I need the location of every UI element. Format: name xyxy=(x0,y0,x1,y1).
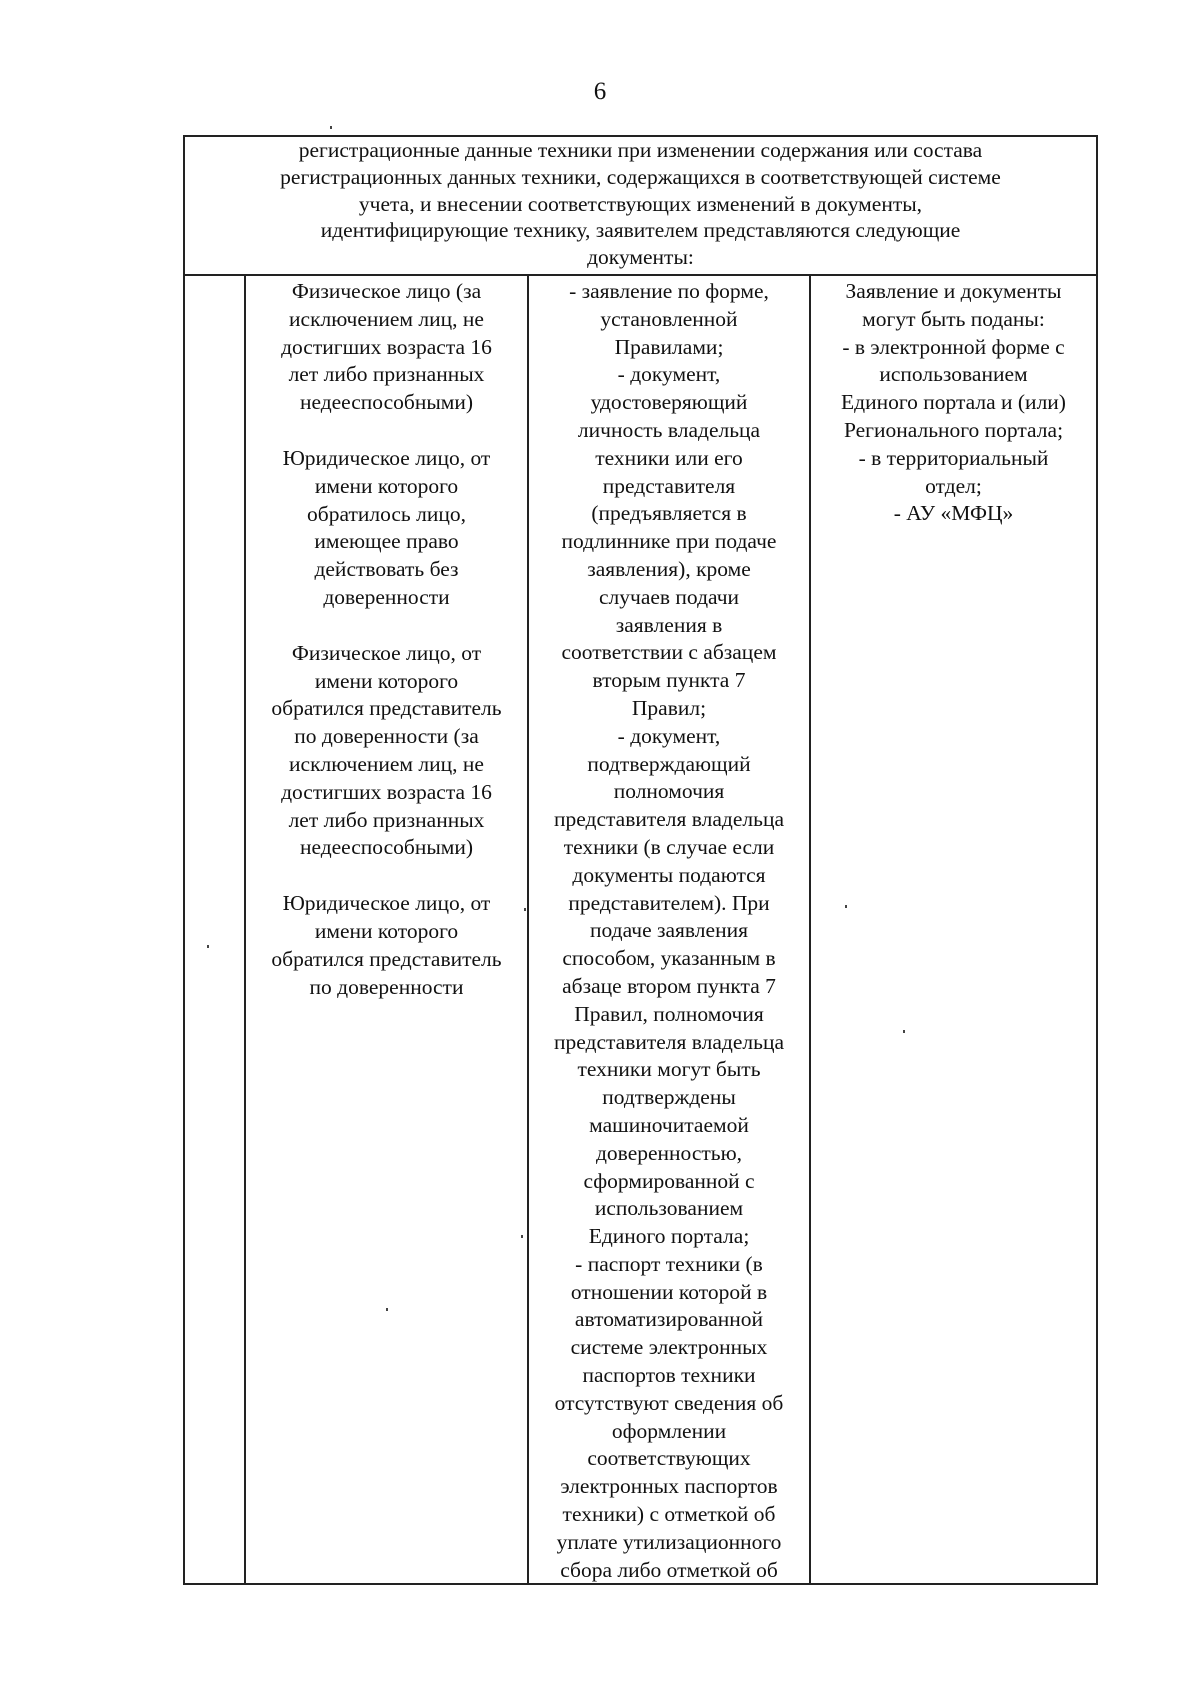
applicant-item: Физическое лицо, от имени которого обратился представитель по доверенности (за исключением лиц, не достигших возраста 16 лет либо признанных недееспособными) xyxy=(271,640,502,860)
applicants-cell xyxy=(246,276,529,1583)
documents-cell: - заявление по форме, установленной Правилами; - документ, удостоверяющий личность владельца техники или его представителя (предъявляется в подлиннике при подаче заявления), кроме случаев подачи заявления в соответствии с абзацем вторым пункта 7 Правил; - документ, подтверждающий полномочия представителя владельца техники (в случае если документы подаются представителем). При подаче заявления способом, указанным в абзаце втором пункта 7 Правил, полномочия представителя владельца техники могут быть подтверждены машиночитаемой доверенностью, сформированной с использованием Единого портала; - паспорт техники (в отношении которой в автоматизированной системе электронных паспортов техники отсутствуют сведения об оформлении соответствующих электронных паспортов техники) с отметкой об уплате утилизационного сбора либо отметкой об xyxy=(529,276,811,1583)
services-table xyxy=(183,135,1098,1585)
applicant-item: Юридическое лицо, от имени которого обратился представитель по доверенности xyxy=(271,891,502,999)
scan-speck xyxy=(845,905,847,908)
applicant-item: Юридическое лицо, от имени которого обратилось лицо, имеющее право действовать без доверенности xyxy=(282,445,491,609)
scan-speck xyxy=(524,908,526,911)
submission-methods-cell: Заявление и документы могут быть поданы: - в электронной форме с использованием Единого портала и (или) Регионального портала; - в территориальный отдел; - АУ «МФЦ» xyxy=(841,279,1066,526)
scan-speck xyxy=(521,1235,523,1238)
scan-speck xyxy=(386,1308,388,1311)
scan-speck xyxy=(330,126,332,129)
scan-speck xyxy=(903,1030,905,1033)
table-index-cell xyxy=(185,276,246,1583)
table-row xyxy=(185,276,1096,1583)
scan-speck xyxy=(207,945,209,948)
page-number: 6 xyxy=(593,78,607,105)
table-header-cell: регистрационные данные техники при изменении содержания или состава регистрационных данных техники, содержащихся в соответствующей системе учета, и внесении соответствующих изменений в документы, идентифицирующие технику, заявителем представляются следующие документы: xyxy=(185,137,1096,276)
applicant-item: Физическое лицо (за исключением лиц, не достигших возраста 16 лет либо признанных недееспособными) xyxy=(281,279,492,415)
